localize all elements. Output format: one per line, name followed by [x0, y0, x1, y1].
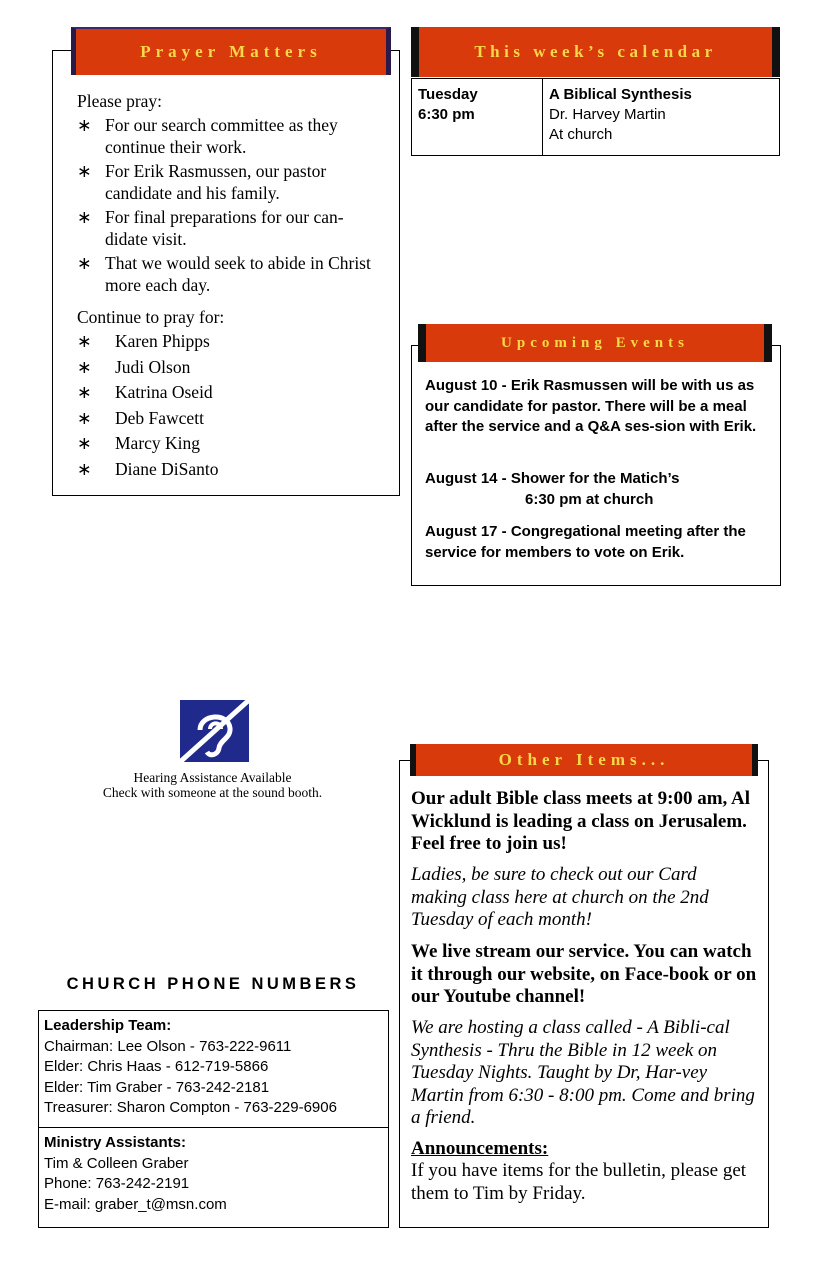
name-item: ∗ Marcy King	[77, 433, 201, 453]
calendar-time: 6:30 pm	[418, 106, 475, 123]
other-item-synthesis-class: We are hosting a class called - A Bibli-cal Synthesis - Thru the Bible in 12 week on Tuesday Nights. Taught by Dr, Har-vey Martin from 6:30 - 8:00 pm. Come and bring a friend.	[411, 1017, 755, 1128]
phones-title: CHURCH PHONE NUMBERS	[66, 975, 360, 993]
prayer-banner	[71, 27, 391, 75]
leadership-line: Treasurer: Sharon Compton - 763-229-6906	[44, 1099, 337, 1116]
name-item: ∗ Deb Fawcett	[77, 407, 204, 428]
prayer-item: ∗ For Erik Rasmussen, our pastor candidate and his family.	[77, 161, 327, 203]
prayer-item: ∗ That we would seek to abide in Christ more each day.	[77, 253, 371, 295]
calendar-title: This week’s calendar	[474, 42, 717, 61]
prayer-names	[77, 330, 382, 480]
leadership-box	[38, 1010, 389, 1128]
continue-label: Continue to pray for:	[77, 307, 225, 327]
prayer-item: ∗ For final preparations for our can-didate visit.	[77, 207, 344, 249]
prayer-intro: Please pray:	[77, 91, 163, 111]
other-title: Other Items...	[498, 750, 670, 769]
name-item: ∗ Karen Phipps	[77, 331, 210, 351]
event-item: August 14 - Shower for the Matich’s	[425, 470, 680, 487]
ministry-label: Ministry Assistants:	[44, 1134, 186, 1151]
leadership-line: Elder: Chris Haas - 612-719-5866	[44, 1058, 269, 1075]
hearing-line-1: Hearing Assistance Available	[133, 770, 292, 785]
other-item-card-class: Ladies, be sure to check out our Card making class here at church on the 2nd Tuesday of each month!	[411, 864, 709, 930]
ministry-line: E-mail: graber_t@msn.com	[44, 1195, 227, 1213]
event-item: August 17 - Congregational meeting after the service for members to vote on Erik.	[425, 523, 746, 561]
calendar-day: Tuesday	[418, 86, 478, 103]
other-item-bible-class: Our adult Bible class meets at 9:00 am, Al Wicklund is leading a class on Jerusalem. Feel free to join us!	[411, 788, 751, 854]
name-item: ∗ Diane DiSanto	[77, 458, 219, 479]
announcements-text: If you have items for the bulletin, please get them to Tim by Friday.	[411, 1160, 747, 1204]
hearing-assistance-icon	[180, 700, 249, 762]
ministry-line: Phone: 763-242-2191	[44, 1175, 190, 1192]
calendar-event-title: A Biblical Synthesis	[549, 86, 692, 103]
ministry-box	[38, 1127, 389, 1228]
leadership-line: Chairman: Lee Olson - 763-222-9611	[44, 1037, 292, 1055]
calendar-location: At church	[549, 126, 613, 143]
hearing-line-2: Check with someone at the sound booth.	[102, 785, 323, 800]
announcements-label: Announcements:	[411, 1138, 549, 1159]
name-item: ∗ Judi Olson	[77, 356, 191, 377]
events-title: Upcoming Events	[501, 334, 689, 351]
leadership-label: Leadership Team:	[44, 1017, 172, 1034]
calendar-banner	[411, 27, 780, 77]
other-item-live-stream: We live stream our service. You can watch it through our website, on Face-book or on our Youtube channel!	[411, 941, 757, 1007]
event-item: 6:30 pm at church	[525, 491, 654, 508]
calendar-what	[543, 79, 692, 155]
hearing-text	[60, 770, 365, 800]
calendar-table	[411, 78, 780, 156]
prayer-content	[77, 90, 382, 483]
calendar-when	[412, 79, 543, 155]
ministry-line: Tim & Colleen Graber	[44, 1154, 189, 1172]
prayer-title: Prayer Matters	[140, 42, 322, 61]
event-item: August 10 - Erik Rasmussen will be with us as our candidate for pastor. There will be a meal after the service and a Q&A ses-sion with Erik.	[425, 377, 757, 435]
prayer-item: ∗ For our search committee as they continue their work.	[77, 115, 338, 157]
name-item: ∗ Katrina Oseid	[77, 382, 213, 402]
other-banner	[410, 744, 758, 776]
leadership-line: Elder: Tim Graber - 763-242-2181	[44, 1078, 270, 1096]
events-banner	[418, 324, 772, 362]
calendar-speaker: Dr. Harvey Martin	[549, 106, 666, 123]
